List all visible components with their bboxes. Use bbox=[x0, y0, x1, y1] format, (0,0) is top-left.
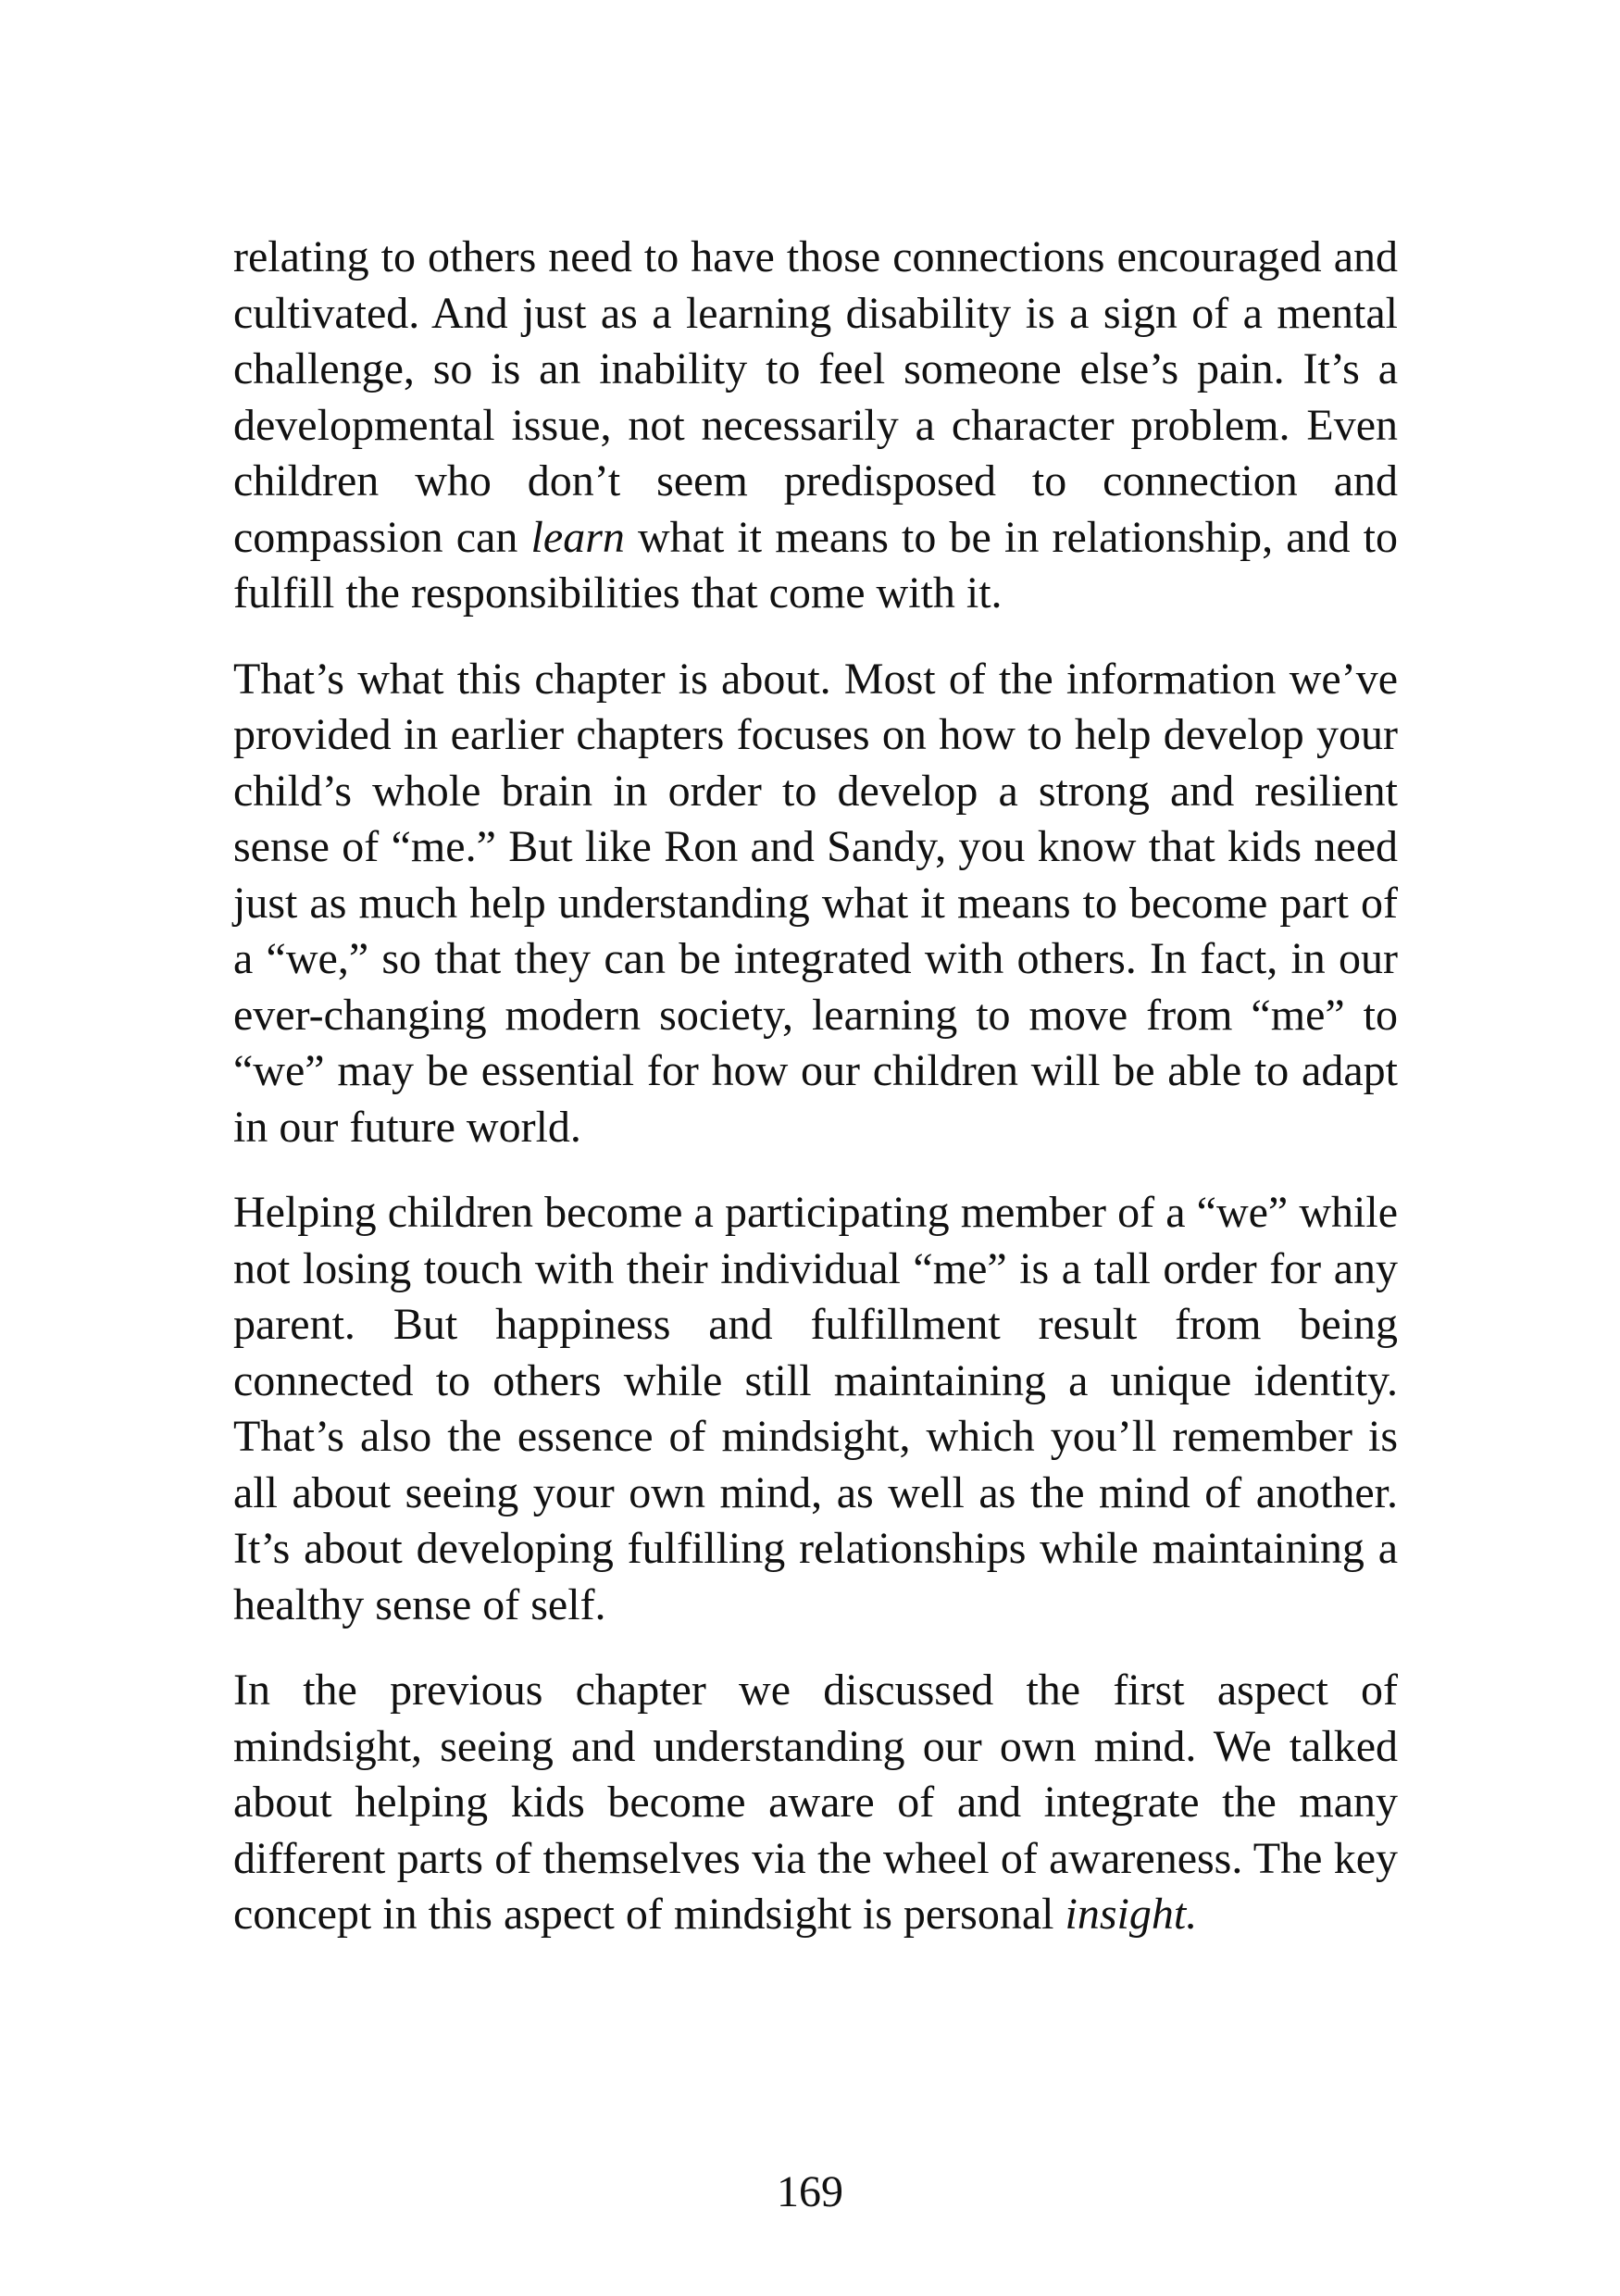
paragraph-4-text: In the previous chapter we discussed the first aspect of mindsight, seeing and understanding our own mind. We talked about helping kids become aware of and integrate the many different parts of themselves via the wheel of awareness. The key concept in this aspect of mindsight is personal bbox=[233, 1666, 1398, 1939]
paragraph-3-text: Helping children become a participating member of a “we” while not losing touch with their individual “me” is a tall order for any parent. But happiness and fulfillment result from being connected to others while still maintaining a unique identity. That’s also the essence of mindsight, which you’ll remember is all about seeing your own mind, as well as the mind of another. It’s about developing fulfilling relationships while maintaining a healthy sense of self. bbox=[233, 1188, 1398, 1629]
paragraph-4-emphasis-insight: insight. bbox=[1065, 1890, 1198, 1939]
paragraph-3 bbox=[233, 1185, 1398, 1633]
page-body bbox=[233, 230, 1398, 1973]
paragraph-1 bbox=[233, 230, 1398, 622]
paragraph-1-text-end: what it means to be in relationship, and to fulfill the responsibilities that come with it. bbox=[233, 512, 1399, 618]
paragraph-2-text: That’s what this chapter is about. Most of the information we’ve provided in earlier chapters focuses on how to help develop your child’s whole brain in order to develop a strong and resilient sense of “me.” But like Ron and Sandy, you know that kids need just as much help understanding what it means to become part of a “we,” so that they can be integrated with others. In fact, in our ever-changing modern society, learning to move from “me” to “we” may be essential for how our children will be able to adapt in our future world. bbox=[233, 654, 1398, 1152]
paragraph-2 bbox=[233, 652, 1398, 1156]
paragraph-4 bbox=[233, 1663, 1398, 1943]
paragraph-1-text: relating to others need to have those connections encouraged and cultivated. And just as a learning disability is a sign of a mental challenge, so is an inability to feel someone else’s pain. It’s a developmental issue, not necessarily a character problem. Even children who don’t seem predisposed to connection and compassion can bbox=[233, 232, 1398, 562]
paragraph-1-emphasis-learn: learn bbox=[530, 512, 625, 562]
page-number: 169 bbox=[777, 2167, 843, 2216]
